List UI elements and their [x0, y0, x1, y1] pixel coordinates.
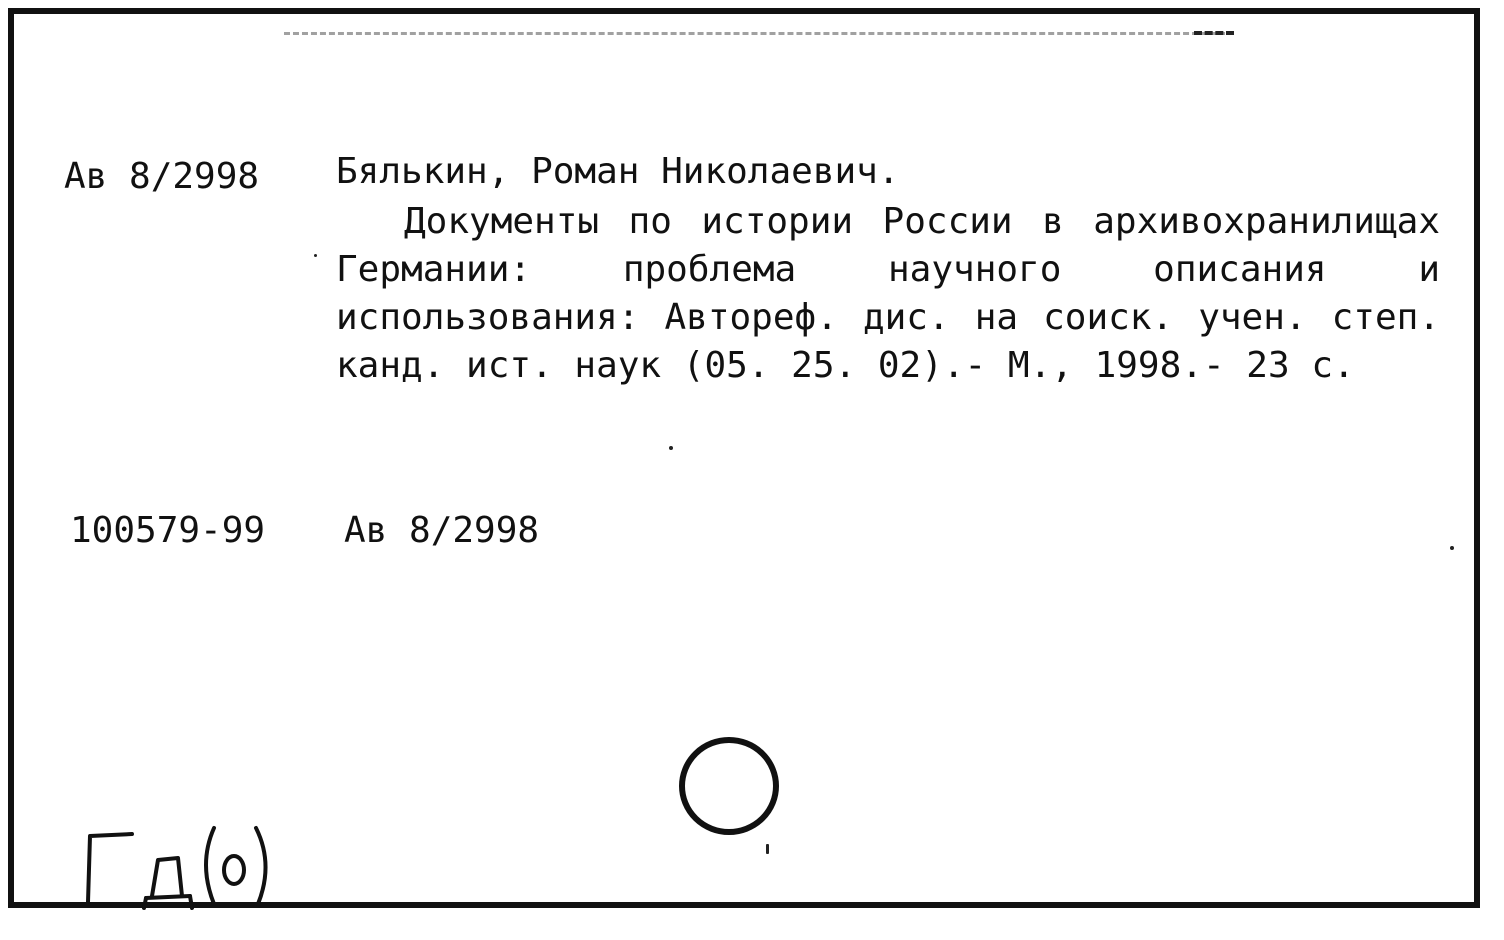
speck	[1450, 546, 1454, 550]
bibliographic-entry	[336, 148, 1440, 390]
inventory-number: 100579-99	[70, 510, 266, 551]
speck	[766, 844, 769, 854]
speck	[669, 446, 673, 450]
print-noise-line	[284, 32, 1234, 35]
circle-mark	[669, 729, 789, 844]
catalog-card	[8, 8, 1480, 908]
shelfmark: Ав 8/2998	[64, 156, 260, 197]
handwritten-note	[74, 814, 294, 914]
title-description: Документы по истории России в архивохранилищах Германии: проблема научного описания и использования: Автореф. дис. на соиск. учен. степ. канд. ист. наук (05. 25. 02).- М., 1998.- 23 с.	[336, 201, 1440, 386]
author-heading: Бялькин, Роман Николаевич.	[336, 151, 900, 192]
inventory-shelfmark: Ав 8/2998	[344, 510, 540, 551]
speck	[314, 254, 317, 257]
print-noise-mark	[1194, 31, 1234, 35]
